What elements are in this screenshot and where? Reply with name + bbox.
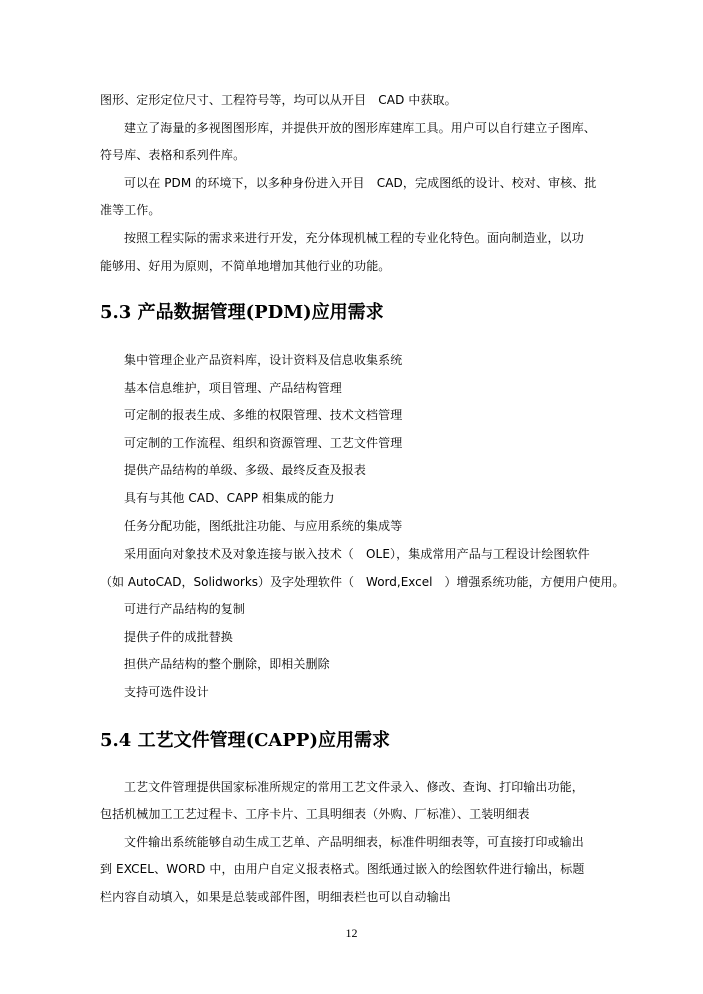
body-text-line: 图形、定形定位尺寸、工程符号等，均可以从开目 CAD 中获取。 bbox=[100, 93, 457, 107]
list-item: 具有与其他 CAD、CAPP 相集成的能力 bbox=[124, 491, 335, 505]
body-text-line: 工艺文件管理提供国家标准所规定的常用工艺文件录入、修改、查询、打印输出功能， bbox=[124, 780, 584, 794]
list-item: 任务分配功能，图纸批注功能、与应用系统的集成等 bbox=[124, 519, 403, 533]
body-text-line: 能够用、好用为原则，不简单地增加其他行业的功能。 bbox=[100, 259, 391, 273]
list-item: 担供产品结构的整个删除，即相关删除 bbox=[124, 657, 330, 671]
list-item: 基本信息维护，项目管理、产品结构管理 bbox=[124, 381, 342, 395]
list-item: 支持可选件设计 bbox=[124, 685, 209, 699]
body-text-line: 栏内容自动填入，如果是总装或部件图，明细表栏也可以自动输出 bbox=[100, 890, 451, 904]
body-text-line: 建立了海量的多视图图形库，并提供开放的图形库建库工具。用户可以自行建立子图库、 bbox=[124, 121, 596, 135]
body-text-line: 准等工作。 bbox=[100, 203, 161, 217]
list-item: 可定制的工作流程、组织和资源管理、工艺文件管理 bbox=[124, 436, 403, 450]
body-text-line: 包括机械加工工艺过程卡、工序卡片、工具明细表（外购、厂标准）、工装明细表 bbox=[100, 807, 530, 821]
body-text-line: 文件输出系统能够自动生成工艺单、产品明细表，标准件明细表等，可直接打印或输出 bbox=[124, 835, 584, 849]
list-item: 采用面向对象技术及对象连接与嵌入技术（ OLE），集成常用产品与工程设计绘图软件 bbox=[124, 547, 590, 561]
body-text-line: 到 EXCEL、WORD 中，由用户自定义报表格式。图纸通过嵌入的绘图软件进行输出，标题 bbox=[100, 862, 585, 876]
section-heading: 5.4 工艺文件管理(CAPP)应用需求 bbox=[100, 730, 390, 751]
list-item: 提供子件的成批替换 bbox=[124, 630, 233, 644]
list-item: 可定制的报表生成、多维的权限管理、技术文档管理 bbox=[124, 408, 403, 422]
list-item: 可进行产品结构的复制 bbox=[124, 602, 246, 616]
body-text-line: 按照工程实际的需求来进行开发，充分体现机械工程的专业化特色。面向制造业，以功 bbox=[124, 231, 584, 245]
section-heading: 5.3 产品数据管理(PDM)应用需求 bbox=[100, 302, 384, 323]
page-number: 12 bbox=[345, 926, 358, 940]
list-item: 提供产品结构的单级、多级、最终反查及报表 bbox=[124, 463, 367, 477]
list-item: （如 AutoCAD，Solidworks）及字处理软件（ Word,Excel ）增强系统功能，方便用户使用。 bbox=[100, 575, 625, 589]
body-text-line: 符号库、表格和系列件库。 bbox=[100, 148, 246, 162]
list-item: 集中管理企业产品资料库，设计资料及信息收集系统 bbox=[124, 353, 403, 367]
body-text-line: 可以在 PDM 的环境下，以多种身份进入开目 CAD，完成图纸的设计、校对、审核、批 bbox=[124, 176, 597, 190]
